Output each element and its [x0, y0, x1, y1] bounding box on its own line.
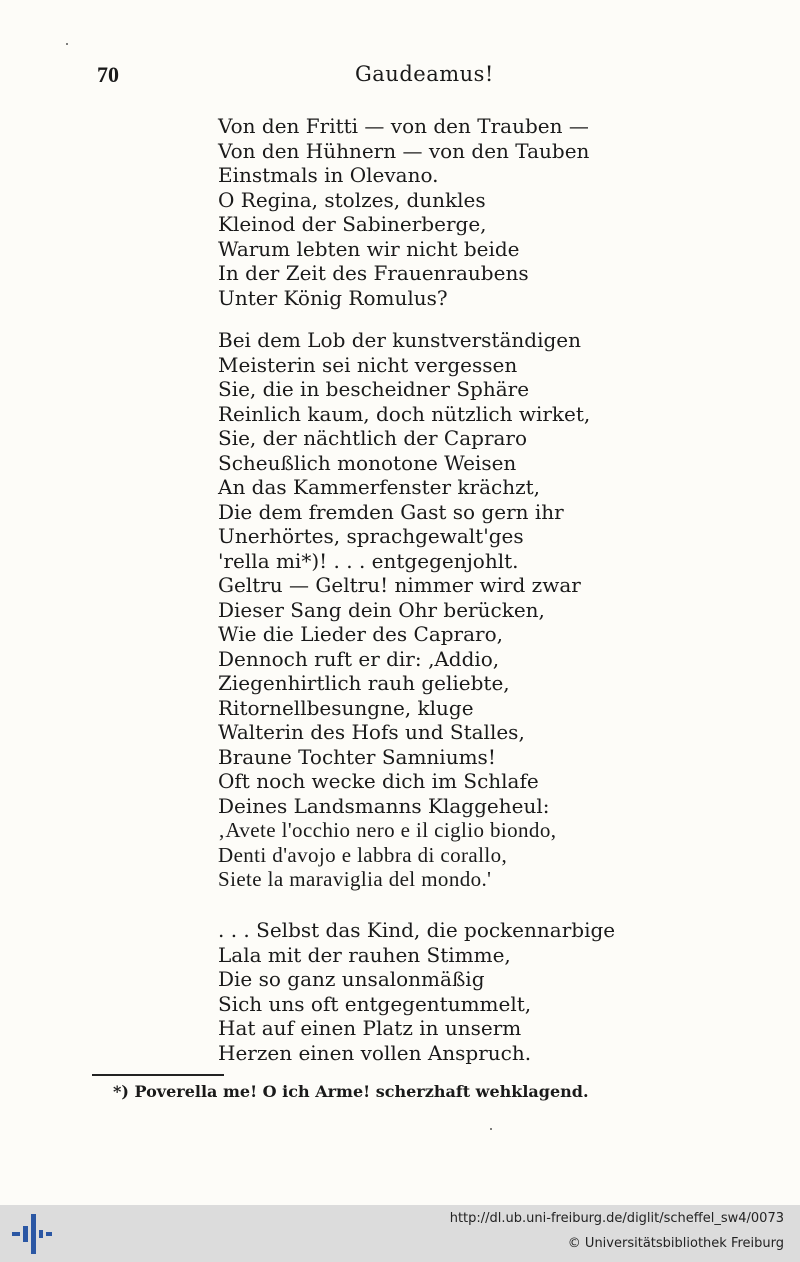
digital-library-footer: [0, 1205, 800, 1262]
poem-line: Walterin des Hofs und Stalles,: [218, 720, 525, 744]
poem-line: Ritornellbesungne, kluge: [218, 695, 474, 720]
print-speck: [66, 43, 68, 45]
print-speck: [490, 1128, 492, 1130]
poem-line: Sie, der nächtlich der Capraro: [218, 426, 528, 450]
poem-line: Geltru — Geltru! nimmer wird zwar: [218, 573, 581, 597]
stanza-3: [218, 918, 615, 1065]
poem-line: Wie die Lieder des Capraro,: [218, 622, 503, 646]
poem-line: An das Kammerfenster krächzt,: [218, 475, 541, 499]
poem-line: Einstmals in Olevano.: [218, 163, 439, 187]
poem-line: Warum lebten wir nicht beide: [218, 236, 520, 261]
poem-line: Oft noch wecke dich im Schlafe: [218, 769, 539, 793]
poem-line: In der Zeit des Frauenraubens: [218, 261, 529, 285]
poem-line: Unerhörtes, sprachgewalt'ges: [218, 524, 524, 548]
stanza-2: [218, 328, 590, 892]
poem-line: Dieser Sang dein Ohr berücken,: [218, 597, 545, 622]
poem-line: Ziegenhirtlich rauh geliebte,: [218, 671, 510, 695]
poem-line: Herzen einen vollen Anspruch.: [218, 1040, 532, 1065]
poem-line: . . . Selbst das Kind, die pockennarbige: [218, 918, 616, 942]
poem-line: Hat auf einen Platz in unserm: [218, 1016, 522, 1040]
poem-line: Deines Landsmanns Klaggeheul:: [218, 793, 550, 818]
poem-line: Die so ganz unsalonmäßig: [218, 967, 485, 991]
poem-line: O Regina, stolzes, dunkles: [218, 187, 486, 212]
poem-line: Braune Tochter Samniums!: [218, 744, 496, 769]
poem-line: Dennoch ruft er dir: ‚Addio,: [218, 646, 500, 671]
poem-line: Kleinod der Sabinerberge,: [218, 212, 487, 236]
poem-line: Die dem fremden Gast so gern ihr: [218, 499, 564, 524]
page-number: 70: [97, 62, 119, 87]
permalink-url[interactable]: http://dl.ub.uni-freiburg.de/diglit/scheffel_sw4/0073: [449, 1211, 784, 1226]
poem-line: Reinlich kaum, doch nützlich wirket,: [218, 401, 591, 426]
poem-line: Sich uns oft entgegentummelt,: [218, 991, 532, 1016]
footnote-rule: [92, 1074, 224, 1076]
running-title: Gaudeamus!: [355, 62, 494, 86]
poem-line: Bei dem Lob der kunstverständigen: [218, 328, 581, 352]
library-logo-icon[interactable]: [12, 1214, 52, 1254]
poem-line: ‚Avete l'occhio nero e il ciglio biondo,: [218, 818, 557, 842]
poem-line: Lala mit der rauhen Stimme,: [218, 942, 511, 967]
poem-line: Von den Hühnern — von den Tauben: [218, 138, 590, 163]
poem-line: Meisterin sei nicht vergessen: [218, 352, 518, 377]
poem-line: Sie, die in bescheidner Sphäre: [218, 377, 530, 401]
poem-line: Siete la maraviglia del mondo.': [218, 867, 492, 891]
footnote: *) Poverella me! O ich Arme! scherzhaft wehklagend.: [113, 1082, 589, 1101]
poem-line: Denti d'avojo e labbra di corallo,: [218, 842, 508, 867]
poem-line: Von den Fritti — von den Trauben —: [218, 114, 589, 138]
stanza-1: [218, 114, 589, 310]
poem-line: 'rella mi*)! . . . entgegenjohlt.: [218, 548, 519, 573]
copyright-notice: © Universitätsbibliothek Freiburg: [567, 1236, 784, 1251]
poem-line: Scheußlich monotone Weisen: [218, 450, 517, 475]
poem-line: Unter König Romulus?: [218, 285, 448, 310]
